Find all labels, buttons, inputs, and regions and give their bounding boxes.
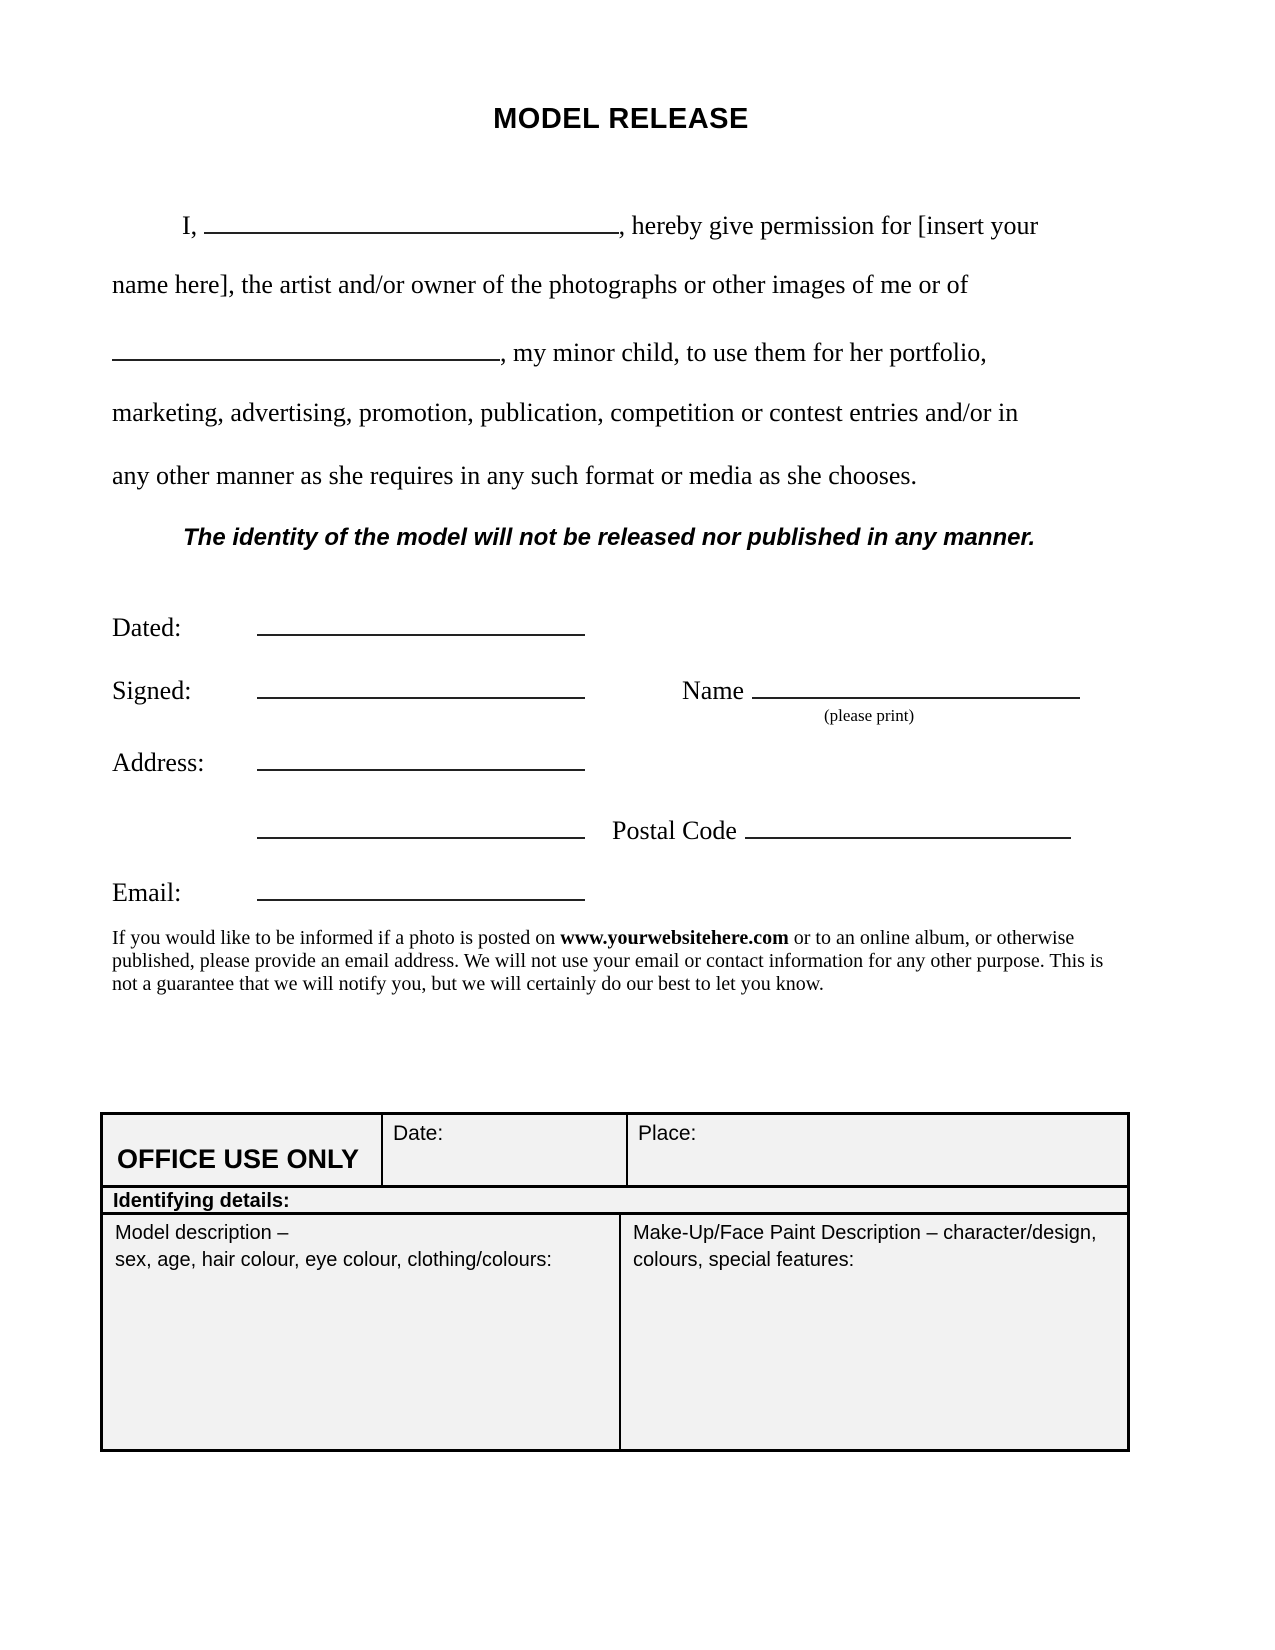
email-row — [112, 873, 1172, 908]
place-label: Place: — [638, 1122, 697, 1145]
model-description-cell[interactable] — [103, 1215, 621, 1449]
signed-row — [112, 671, 1172, 706]
paragraph-line-1-post: , hereby give permission for [insert your — [618, 211, 1039, 240]
address-label: Address: — [112, 748, 205, 777]
email-label: Email: — [112, 878, 182, 907]
minor-child-name-blank-line[interactable] — [112, 333, 500, 361]
fine-print-after-link: or to an online album, or otherwise published, please provide an email address. We will not use your email or contact information for any other purpose. This is not a guarantee that we will notify you, but we will certainly do our best to let you know. — [112, 927, 1104, 995]
place-cell[interactable] — [628, 1115, 1127, 1185]
dated-row — [112, 608, 1172, 643]
identifying-details-label: Identifying details: — [113, 1190, 290, 1212]
identity-notice: The identity of the model will not be released nor published in any manner. — [183, 524, 1036, 551]
name-label: Name — [682, 676, 745, 705]
fine-print-before-link: If you would like to be informed if a photo is posted on — [112, 927, 561, 949]
email-blank-line[interactable] — [257, 873, 585, 901]
page-title: MODEL RELEASE — [493, 103, 749, 135]
paragraph-line-1 — [112, 206, 1172, 241]
office-table-header-row — [103, 1115, 1127, 1188]
address-blank-line-1[interactable] — [257, 743, 585, 771]
paragraph-line-3-post: , my minor child, to use them for her portfolio, — [500, 338, 987, 367]
makeup-description-cell[interactable] — [621, 1215, 1127, 1449]
office-use-table — [100, 1112, 1130, 1452]
signed-blank-line[interactable] — [257, 671, 585, 699]
address-postal-row — [112, 811, 1172, 846]
signed-label: Signed: — [112, 676, 192, 705]
website-placeholder-text: www.yourwebsitehere.com — [560, 927, 789, 949]
address-blank-line-2[interactable] — [257, 811, 585, 839]
model-description-line-2: sex, age, hair colour, eye colour, clothing/colours: — [115, 1249, 552, 1271]
please-print-note: (please print) — [824, 706, 915, 725]
postal-code-label: Postal Code — [612, 816, 737, 845]
date-cell[interactable] — [383, 1115, 628, 1185]
paragraph-line-1-pre: I, — [182, 211, 198, 240]
description-row — [103, 1215, 1127, 1449]
paragraph-line-3 — [112, 333, 1172, 368]
fine-print-paragraph — [112, 927, 1104, 996]
dated-blank-line[interactable] — [257, 608, 585, 636]
address-row — [112, 743, 1172, 778]
office-use-only-cell: OFFICE USE ONLY — [103, 1115, 383, 1185]
paragraph-line-2: name here], the artist and/or owner of the photographs or other images of me or of — [112, 270, 969, 299]
dated-label: Dated: — [112, 613, 182, 642]
model-description-line-1: Model description – — [115, 1222, 289, 1244]
postal-code-blank-line[interactable] — [745, 811, 1071, 839]
makeup-description-line-1: Make-Up/Face Paint Description – character/design, — [633, 1222, 1097, 1244]
identifying-details-row — [103, 1188, 1127, 1215]
paragraph-line-4: marketing, advertising, promotion, publication, competition or contest entries and/or in — [112, 398, 1019, 427]
date-label: Date: — [393, 1122, 444, 1145]
printed-name-blank-line[interactable] — [752, 671, 1080, 699]
paragraph-line-5: any other manner as she requires in any such format or media as she chooses. — [112, 461, 918, 490]
releasor-name-blank-line[interactable] — [204, 206, 619, 234]
makeup-description-line-2: colours, special features: — [633, 1249, 855, 1271]
